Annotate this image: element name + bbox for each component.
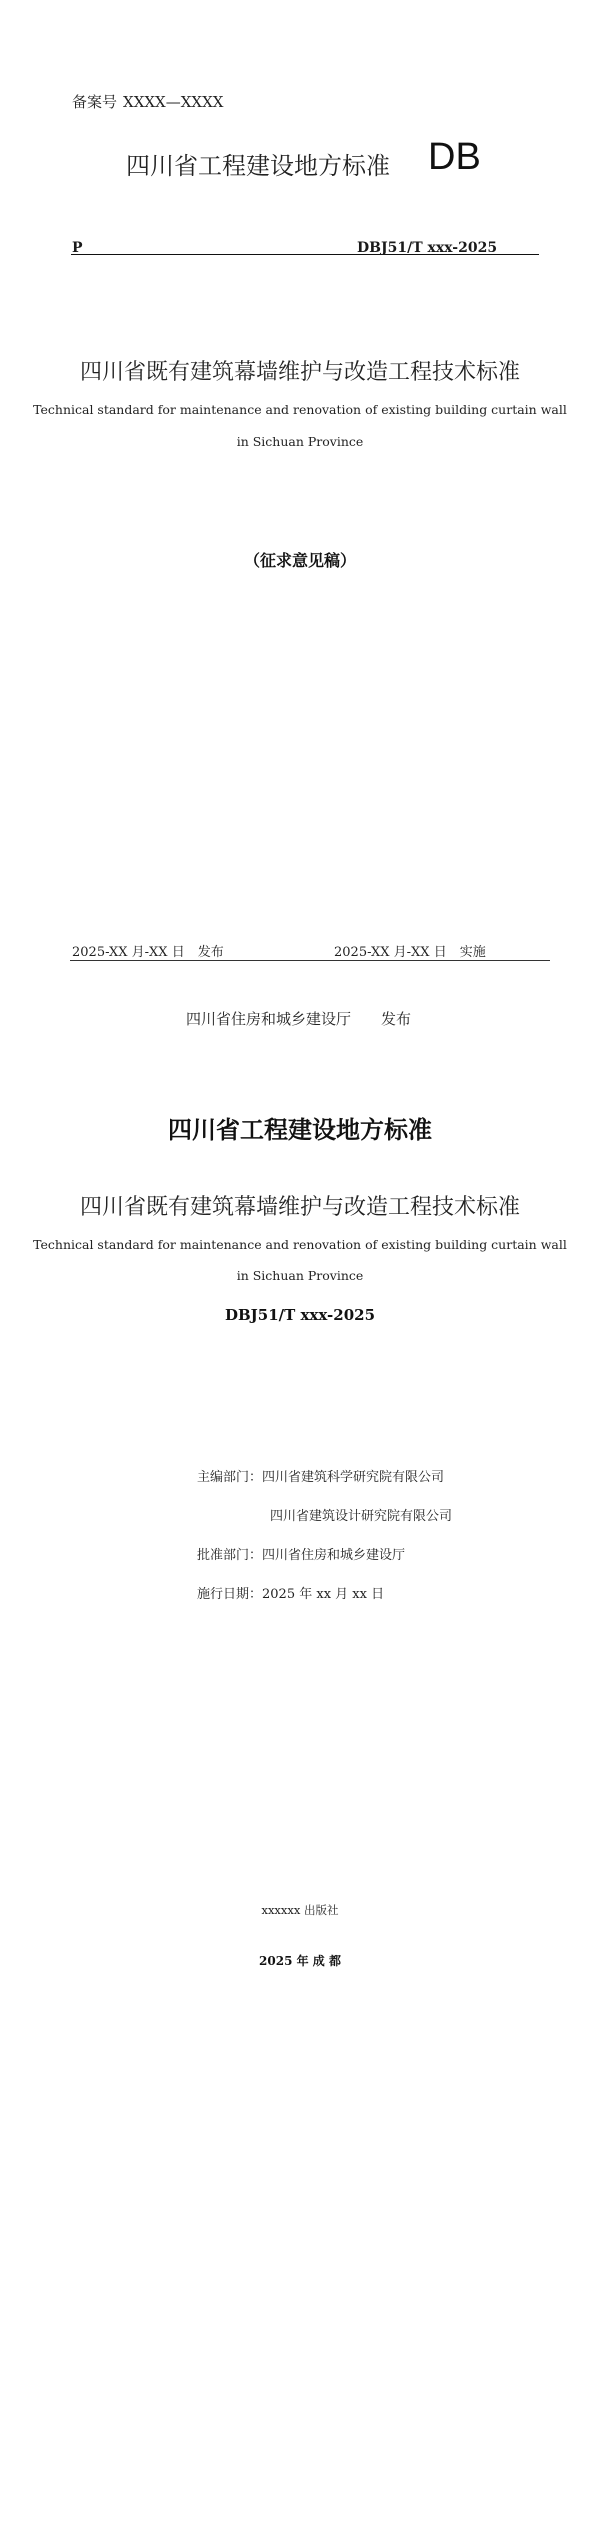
standard-title-en-line1: Technical standard for maintenance and renovation of existing building curtain wall: [33, 402, 567, 417]
chief-editor-2: 四川省建筑设计研究院有限公司: [270, 1509, 453, 1524]
title-page-title-cn: 四川省既有建筑幕墙维护与改造工程技术标准: [79, 1195, 520, 1220]
chief-editor-label: 主编部门：: [197, 1470, 263, 1485]
chief-editor-1: 四川省建筑科学研究院有限公司: [262, 1470, 445, 1485]
title-page-title-en-line2: in Sichuan Province: [236, 1268, 364, 1283]
filing-value: XXXX—XXXX: [123, 93, 224, 111]
title-page-series-title: 四川省工程建设地方标准: [168, 1115, 432, 1144]
issuer: [186, 1008, 411, 1029]
chief-editor-row: [197, 1466, 444, 1485]
effective-label: 施行日期：: [197, 1587, 263, 1602]
db-mark: DB: [428, 136, 481, 178]
title-page-title-en-line1: Technical standard for maintenance and renovation of existing building curtain wall: [33, 1237, 567, 1252]
filing-label: 备案号: [72, 93, 118, 111]
effective-date-row: [197, 1583, 384, 1602]
filing-number: [72, 91, 223, 112]
classification-code: P: [72, 240, 83, 256]
chief-editor-row-2: [270, 1505, 452, 1524]
publish-date: 2025-XX 月-XX 日 发布: [72, 945, 224, 960]
implement-date: 2025-XX 月-XX 日 实施: [334, 945, 486, 960]
date-rule-line: [70, 959, 550, 961]
effective-date: 2025 年 xx 月 xx 日: [262, 1587, 385, 1602]
issue-word: 发布: [381, 1010, 412, 1028]
approval-row: [197, 1544, 405, 1563]
standard-title-cn: 四川省既有建筑幕墙维护与改造工程技术标准: [79, 360, 520, 385]
approval-label: 批准部门：: [197, 1548, 263, 1563]
place-year: 2025 年 成 都: [259, 1954, 341, 1968]
title-page-standard-code: DBJ51/T xxx-2025: [224, 1306, 376, 1324]
publisher: xxxxxx 出版社: [261, 1903, 339, 1917]
standard-code: DBJ51/T xxx-2025: [357, 240, 498, 256]
approval-dept: 四川省住房和城乡建设厅: [262, 1548, 406, 1563]
draft-note: （征求意见稿）: [243, 551, 356, 570]
series-title: 四川省工程建设地方标准: [126, 152, 390, 180]
issuer-name: 四川省住房和城乡建设厅: [186, 1010, 352, 1028]
standard-title-en-line2: in Sichuan Province: [236, 434, 364, 449]
